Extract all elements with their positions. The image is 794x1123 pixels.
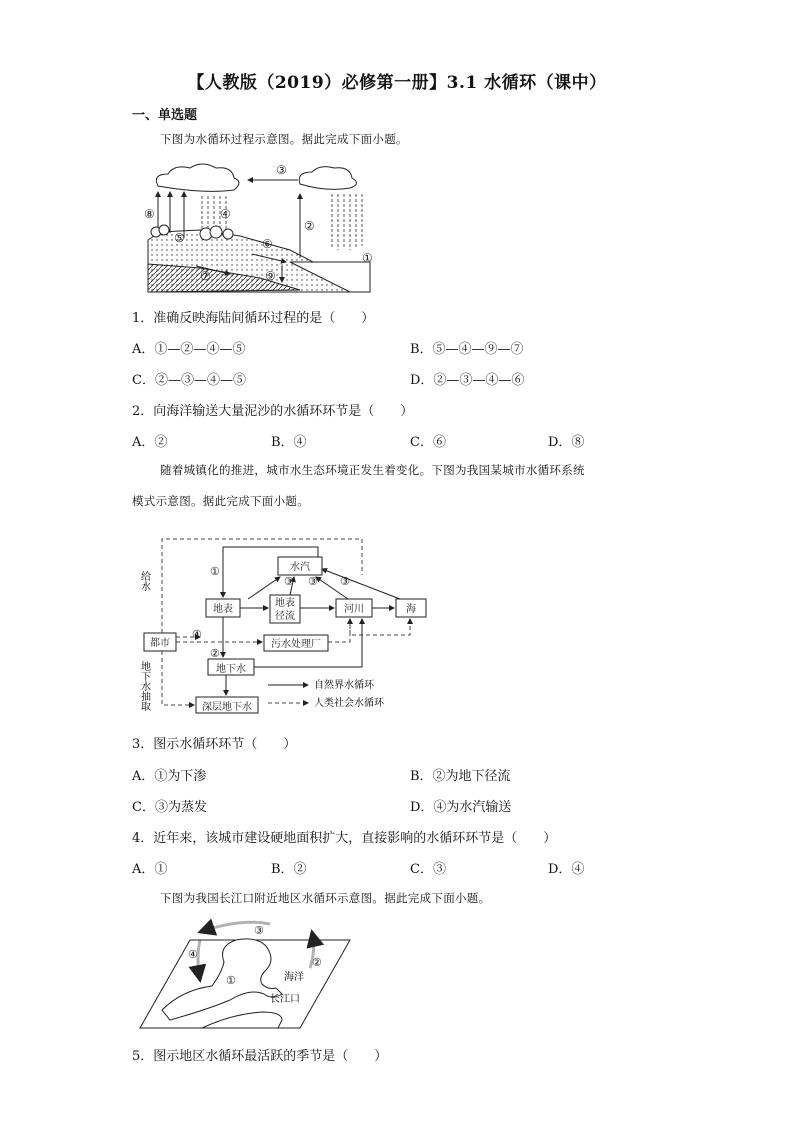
svg-text:地表: 地表 — [213, 604, 233, 615]
q4-option-d[interactable]: D．④ — [548, 862, 585, 877]
svg-text:③: ③ — [254, 924, 264, 937]
q4-option-a[interactable]: A．① — [132, 862, 168, 877]
svg-text:④: ④ — [188, 948, 198, 961]
svg-text:⑧: ⑧ — [144, 207, 155, 221]
label-groundwater-extraction: 地下水抽取 — [138, 661, 150, 711]
svg-text:①: ① — [226, 974, 236, 987]
q4-option-c[interactable]: C．③ — [410, 862, 446, 877]
question-1: 1．准确反映海陆间循环过程的是（ ） — [132, 311, 375, 326]
svg-text:海: 海 — [406, 604, 416, 615]
intro-text-3: 下图为我国长江口附近地区水循环示意图。据此完成下面小题。 — [160, 891, 491, 905]
legend-human: 人类社会水循环 — [314, 698, 384, 709]
question-2: 2．向海洋输送大量泥沙的水循环环节是（ ） — [132, 404, 414, 419]
question-5: 5．图示地区水循环最活跃的季节是（ ） — [132, 1049, 388, 1064]
svg-text:都市: 都市 — [150, 638, 170, 649]
q1-option-c[interactable]: C．②—③—④—⑤ — [132, 373, 246, 388]
svg-text:③: ③ — [340, 575, 350, 588]
urban-water-cycle-diagram — [140, 535, 440, 720]
svg-text:地表: 地表 — [275, 598, 295, 609]
svg-text:②: ② — [210, 647, 220, 660]
svg-text:②: ② — [312, 956, 322, 969]
q3-option-b[interactable]: B．②为地下径流 — [410, 769, 511, 784]
q3-option-c[interactable]: C．③为蒸发 — [132, 800, 207, 815]
svg-text:④: ④ — [220, 207, 231, 221]
svg-text:③: ③ — [284, 575, 294, 588]
water-cycle-diagram — [140, 158, 380, 298]
cloud-left — [156, 164, 239, 191]
svg-text:水汽: 水汽 — [290, 562, 310, 573]
q2-option-a[interactable]: A．② — [132, 435, 168, 450]
q2-option-c[interactable]: C．⑥ — [410, 435, 446, 450]
svg-text:径流: 径流 — [275, 611, 295, 622]
page-title: 【人教版（2019）必修第一册】3.1 水循环（课中） — [187, 73, 607, 93]
svg-text:污水处理厂: 污水处理厂 — [271, 639, 321, 650]
svg-text:⑤: ⑤ — [174, 231, 185, 245]
svg-text:地下水: 地下水 — [216, 664, 246, 675]
legend-natural: 自然界水循环 — [314, 680, 374, 691]
intro-text-1: 下图为水循环过程示意图。据此完成下面小题。 — [160, 132, 408, 146]
svg-text:河川: 河川 — [344, 604, 364, 615]
question-3: 3．图示水循环环节（ ） — [132, 737, 297, 752]
yangtze-estuary-diagram — [140, 918, 350, 1033]
svg-text:①: ① — [210, 565, 220, 578]
svg-text:④: ④ — [192, 628, 202, 641]
svg-text:⑦: ⑦ — [200, 269, 211, 283]
q3-option-d[interactable]: D．④为水汽输送 — [410, 800, 512, 815]
q3-option-a[interactable]: A．①为下渗 — [132, 769, 207, 784]
svg-text:②: ② — [304, 219, 315, 233]
question-4: 4．近年来，该城市建设硬地面积扩大，直接影响的水循环环节是（ ） — [132, 831, 557, 846]
svg-text:③: ③ — [308, 575, 318, 588]
label-ocean: 海洋 — [284, 972, 304, 983]
svg-text:①: ① — [362, 251, 373, 265]
svg-text:深层地下水: 深层地下水 — [202, 702, 252, 713]
q1-option-a[interactable]: A．①—②—④—⑤ — [132, 342, 246, 357]
label-water-supply: 给水 — [138, 571, 150, 591]
cloud-right — [299, 167, 356, 190]
q4-option-b[interactable]: B．② — [271, 862, 307, 877]
q1-option-d[interactable]: D．②—③—④—⑥ — [410, 373, 525, 388]
section-heading: 一、单选题 — [132, 108, 198, 123]
q1-option-b[interactable]: B．⑤—④—⑨—⑦ — [410, 342, 524, 357]
q2-option-d[interactable]: D．⑧ — [548, 435, 585, 450]
intro-text-2a: 随着城镇化的推进，城市水生态环境正发生着变化。下图为我国某城市水循环系统 — [160, 463, 585, 477]
svg-text:③: ③ — [276, 163, 287, 177]
q2-option-b[interactable]: B．④ — [271, 435, 307, 450]
svg-text:⑥: ⑥ — [262, 237, 273, 251]
label-estuary: 长江口 — [270, 994, 300, 1005]
intro-text-2b: 模式示意图。据此完成下面小题。 — [132, 494, 309, 508]
svg-text:⑨: ⑨ — [265, 269, 276, 283]
